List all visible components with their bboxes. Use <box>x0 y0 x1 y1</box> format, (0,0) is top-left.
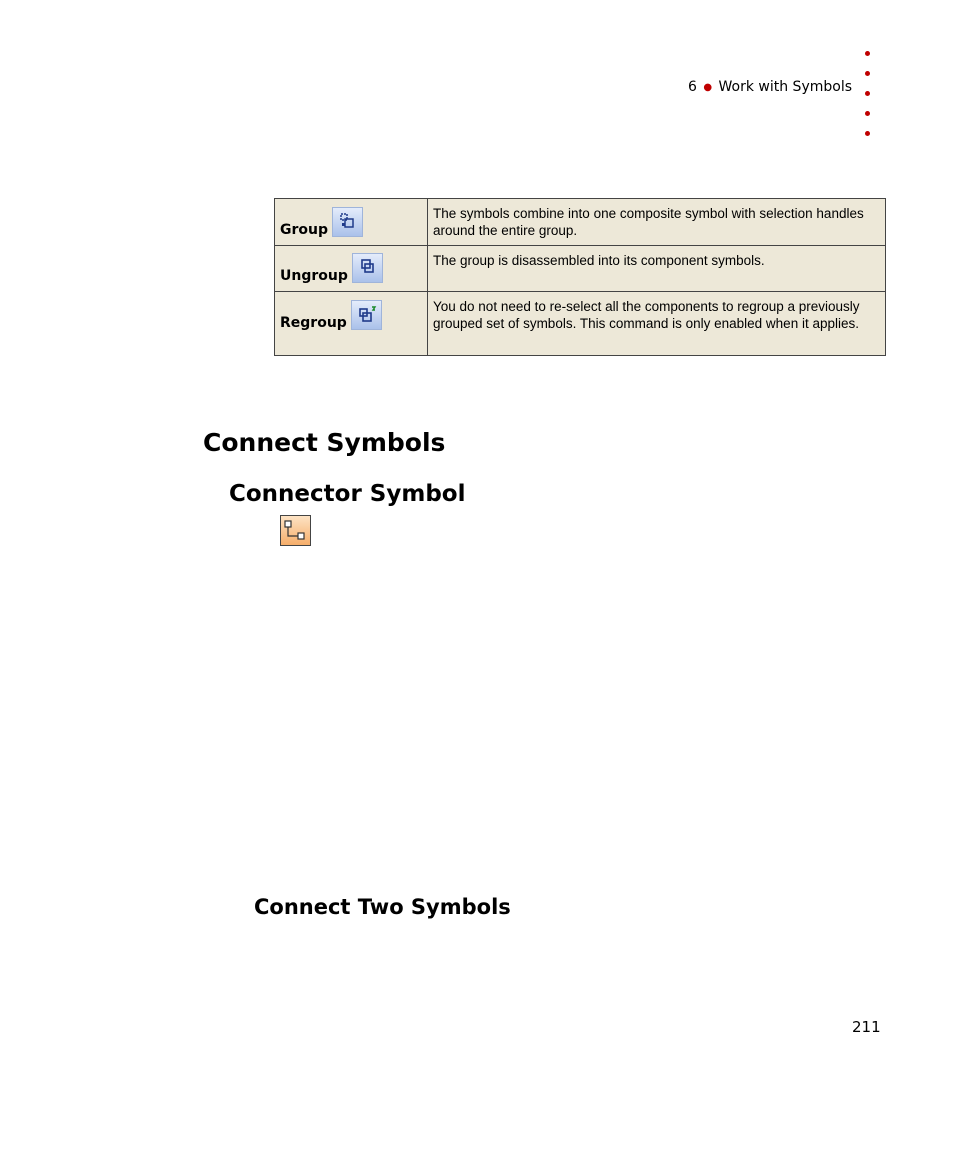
command-cell <box>275 292 428 356</box>
header-separator: ● <box>703 82 713 93</box>
subsection-heading-connector-symbol: Connector Symbol <box>229 481 466 507</box>
page-number: 211 <box>852 1018 881 1036</box>
connector-icon <box>280 515 311 546</box>
chapter-title: Work with Symbols <box>718 79 852 95</box>
command-name: Ungroup <box>280 268 348 284</box>
table-row <box>275 199 886 246</box>
ungroup-icon <box>352 253 383 283</box>
command-description: You do not need to re-select all the components to regroup a previously grouped set of symbols. This command is only enabled when it applies. <box>428 292 886 356</box>
group-commands-table <box>274 198 886 356</box>
command-description: The group is disassembled into its component symbols. <box>428 246 886 292</box>
margin-dots-decoration <box>865 51 873 151</box>
command-description: The symbols combine into one composite symbol with selection handles around the entire group. <box>428 199 886 246</box>
command-cell <box>275 199 428 246</box>
running-header <box>688 79 852 95</box>
command-name: Group <box>280 222 329 238</box>
group-icon <box>332 207 363 237</box>
command-name: Regroup <box>280 315 347 331</box>
command-cell <box>275 246 428 292</box>
chapter-number: 6 <box>687 79 697 95</box>
table-row <box>275 292 886 356</box>
regroup-icon <box>351 300 382 330</box>
table-row <box>275 246 886 292</box>
section-heading-connect-symbols: Connect Symbols <box>203 428 446 457</box>
subsection-heading-connect-two-symbols: Connect Two Symbols <box>254 895 511 919</box>
